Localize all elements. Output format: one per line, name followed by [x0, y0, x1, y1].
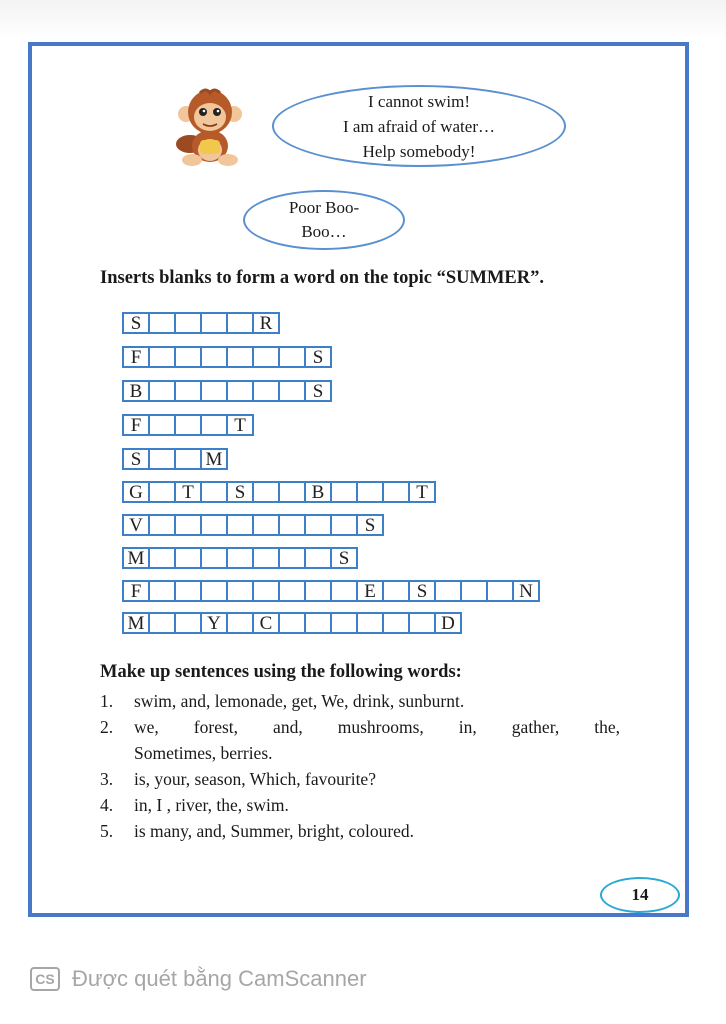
- letter-cell: T: [228, 414, 254, 436]
- letter-cell: F: [122, 580, 150, 602]
- blank-cell[interactable]: [280, 481, 306, 503]
- letter-cell: N: [514, 580, 540, 602]
- blank-cell[interactable]: [150, 547, 176, 569]
- page-number: 14: [600, 877, 680, 913]
- blank-cell[interactable]: [150, 448, 176, 470]
- camscanner-logo-icon: CS: [30, 967, 60, 991]
- letter-cell: M: [202, 448, 228, 470]
- list-item: [100, 792, 620, 818]
- blank-cell[interactable]: [202, 346, 228, 368]
- blank-cell[interactable]: [306, 514, 332, 536]
- letter-cell: S: [306, 380, 332, 402]
- item-text: we, forest, and, mushrooms, in, gather, the,: [134, 717, 620, 737]
- letter-cell: B: [306, 481, 332, 503]
- blank-cell[interactable]: [384, 481, 410, 503]
- blank-cell[interactable]: [202, 547, 228, 569]
- blank-cell[interactable]: [176, 448, 202, 470]
- word-row: [122, 547, 358, 569]
- sentence-list: [100, 688, 620, 844]
- blank-cell[interactable]: [254, 481, 280, 503]
- blank-cell[interactable]: [176, 547, 202, 569]
- blank-cell[interactable]: [176, 514, 202, 536]
- speech-line: Boo…: [301, 222, 347, 241]
- blank-cell[interactable]: [176, 312, 202, 334]
- blank-cell[interactable]: [332, 580, 358, 602]
- task2-instruction: Make up sentences using the following words:: [100, 662, 462, 682]
- blank-cell[interactable]: [384, 612, 410, 634]
- blank-cell[interactable]: [202, 580, 228, 602]
- letter-cell: M: [122, 547, 150, 569]
- blank-cell[interactable]: [150, 481, 176, 503]
- blank-cell[interactable]: [488, 580, 514, 602]
- blank-cell[interactable]: [254, 346, 280, 368]
- blank-cell[interactable]: [228, 612, 254, 634]
- letter-cell: S: [228, 481, 254, 503]
- letter-cell: S: [122, 448, 150, 470]
- blank-cell[interactable]: [280, 380, 306, 402]
- word-row: [122, 346, 332, 368]
- letter-cell: S: [122, 312, 150, 334]
- word-row: [122, 380, 332, 402]
- blank-cell[interactable]: [150, 580, 176, 602]
- blank-cell[interactable]: [176, 346, 202, 368]
- blank-cell[interactable]: [150, 612, 176, 634]
- list-item: [100, 714, 620, 740]
- blank-cell[interactable]: [202, 312, 228, 334]
- blank-cell[interactable]: [228, 312, 254, 334]
- blank-cell[interactable]: [254, 514, 280, 536]
- item-number: 1.: [100, 691, 114, 711]
- blank-cell[interactable]: [436, 580, 462, 602]
- word-row: [122, 448, 228, 470]
- letter-cell: S: [410, 580, 436, 602]
- speech-line: Help somebody!: [362, 141, 476, 161]
- blank-cell[interactable]: [228, 514, 254, 536]
- letter-cell: S: [306, 346, 332, 368]
- blank-cell[interactable]: [254, 547, 280, 569]
- item-text: Sometimes, berries.: [134, 743, 273, 763]
- letter-cell: B: [122, 380, 150, 402]
- blank-cell[interactable]: [228, 346, 254, 368]
- speech-line: I cannot swim!: [368, 91, 470, 111]
- letter-cell: T: [176, 481, 202, 503]
- blank-cell[interactable]: [358, 612, 384, 634]
- blank-cell[interactable]: [176, 612, 202, 634]
- word-row: [122, 414, 254, 436]
- blank-cell[interactable]: [306, 612, 332, 634]
- word-row: [122, 481, 436, 503]
- letter-cell: S: [358, 514, 384, 536]
- page-edge-shadow: [0, 0, 726, 40]
- blank-cell[interactable]: [280, 514, 306, 536]
- blank-cell[interactable]: [306, 547, 332, 569]
- item-text: in, I , river, the, swim.: [134, 795, 289, 815]
- blank-cell[interactable]: [280, 346, 306, 368]
- item-text: is, your, season, Which, favourite?: [134, 769, 376, 789]
- blank-cell[interactable]: [332, 612, 358, 634]
- blank-cell[interactable]: [176, 414, 202, 436]
- blank-cell[interactable]: [176, 380, 202, 402]
- blank-cell[interactable]: [150, 414, 176, 436]
- letter-cell: F: [122, 346, 150, 368]
- blank-cell[interactable]: [202, 481, 228, 503]
- speech-line: I am afraid of water…: [343, 116, 495, 136]
- reply-speech-bubble: [243, 190, 405, 250]
- blank-cell[interactable]: [150, 514, 176, 536]
- letter-cell: C: [254, 612, 280, 634]
- letter-cell: S: [332, 547, 358, 569]
- word-row: [122, 514, 384, 536]
- blank-cell[interactable]: [410, 612, 436, 634]
- blank-cell[interactable]: [150, 346, 176, 368]
- blank-cell[interactable]: [306, 580, 332, 602]
- blank-cell[interactable]: [228, 580, 254, 602]
- blank-cell[interactable]: [150, 380, 176, 402]
- item-number: 4.: [100, 795, 114, 815]
- blank-cell[interactable]: [254, 580, 280, 602]
- monkey-icon: [170, 84, 248, 168]
- list-item: [100, 688, 620, 714]
- blank-cell[interactable]: [358, 481, 384, 503]
- blank-cell[interactable]: [176, 580, 202, 602]
- list-item: [100, 766, 620, 792]
- monkey-speech-bubble: [272, 85, 566, 167]
- list-item-continuation: [100, 740, 620, 766]
- item-text: is many, and, Summer, bright, coloured.: [134, 821, 415, 841]
- list-item: [100, 818, 620, 844]
- letter-cell: R: [254, 312, 280, 334]
- blank-cell[interactable]: [254, 380, 280, 402]
- blank-cell[interactable]: [150, 312, 176, 334]
- word-row: [122, 312, 280, 334]
- blank-cell[interactable]: [280, 612, 306, 634]
- letter-cell: D: [436, 612, 462, 634]
- watermark-text: Được quét bằng CamScanner: [72, 966, 367, 991]
- letter-cell: V: [122, 514, 150, 536]
- letter-cell: G: [122, 481, 150, 503]
- letter-cell: T: [410, 481, 436, 503]
- blank-cell[interactable]: [280, 547, 306, 569]
- task1-instruction: Inserts blanks to form a word on the topic “SUMMER”.: [100, 268, 544, 288]
- blank-cell[interactable]: [384, 580, 410, 602]
- blank-cell[interactable]: [332, 481, 358, 503]
- blank-cell[interactable]: [228, 380, 254, 402]
- word-row: [122, 612, 462, 634]
- blank-cell[interactable]: [462, 580, 488, 602]
- letter-cell: Y: [202, 612, 228, 634]
- letter-cell: F: [122, 414, 150, 436]
- camscanner-watermark: [30, 966, 367, 992]
- blank-cell[interactable]: [202, 414, 228, 436]
- blank-cell[interactable]: [332, 514, 358, 536]
- item-text: swim, and, lemonade, get, We, drink, sunburnt.: [134, 691, 465, 711]
- letter-cell: M: [122, 612, 150, 634]
- blank-cell[interactable]: [202, 514, 228, 536]
- item-number: 5.: [100, 821, 114, 841]
- letter-cell: E: [358, 580, 384, 602]
- blank-cell[interactable]: [280, 580, 306, 602]
- speech-line: Poor Boo-: [288, 198, 360, 217]
- word-row: [122, 580, 540, 602]
- blank-cell[interactable]: [202, 380, 228, 402]
- blank-cell[interactable]: [228, 547, 254, 569]
- item-number: 3.: [100, 769, 114, 789]
- item-number: 2.: [100, 717, 114, 737]
